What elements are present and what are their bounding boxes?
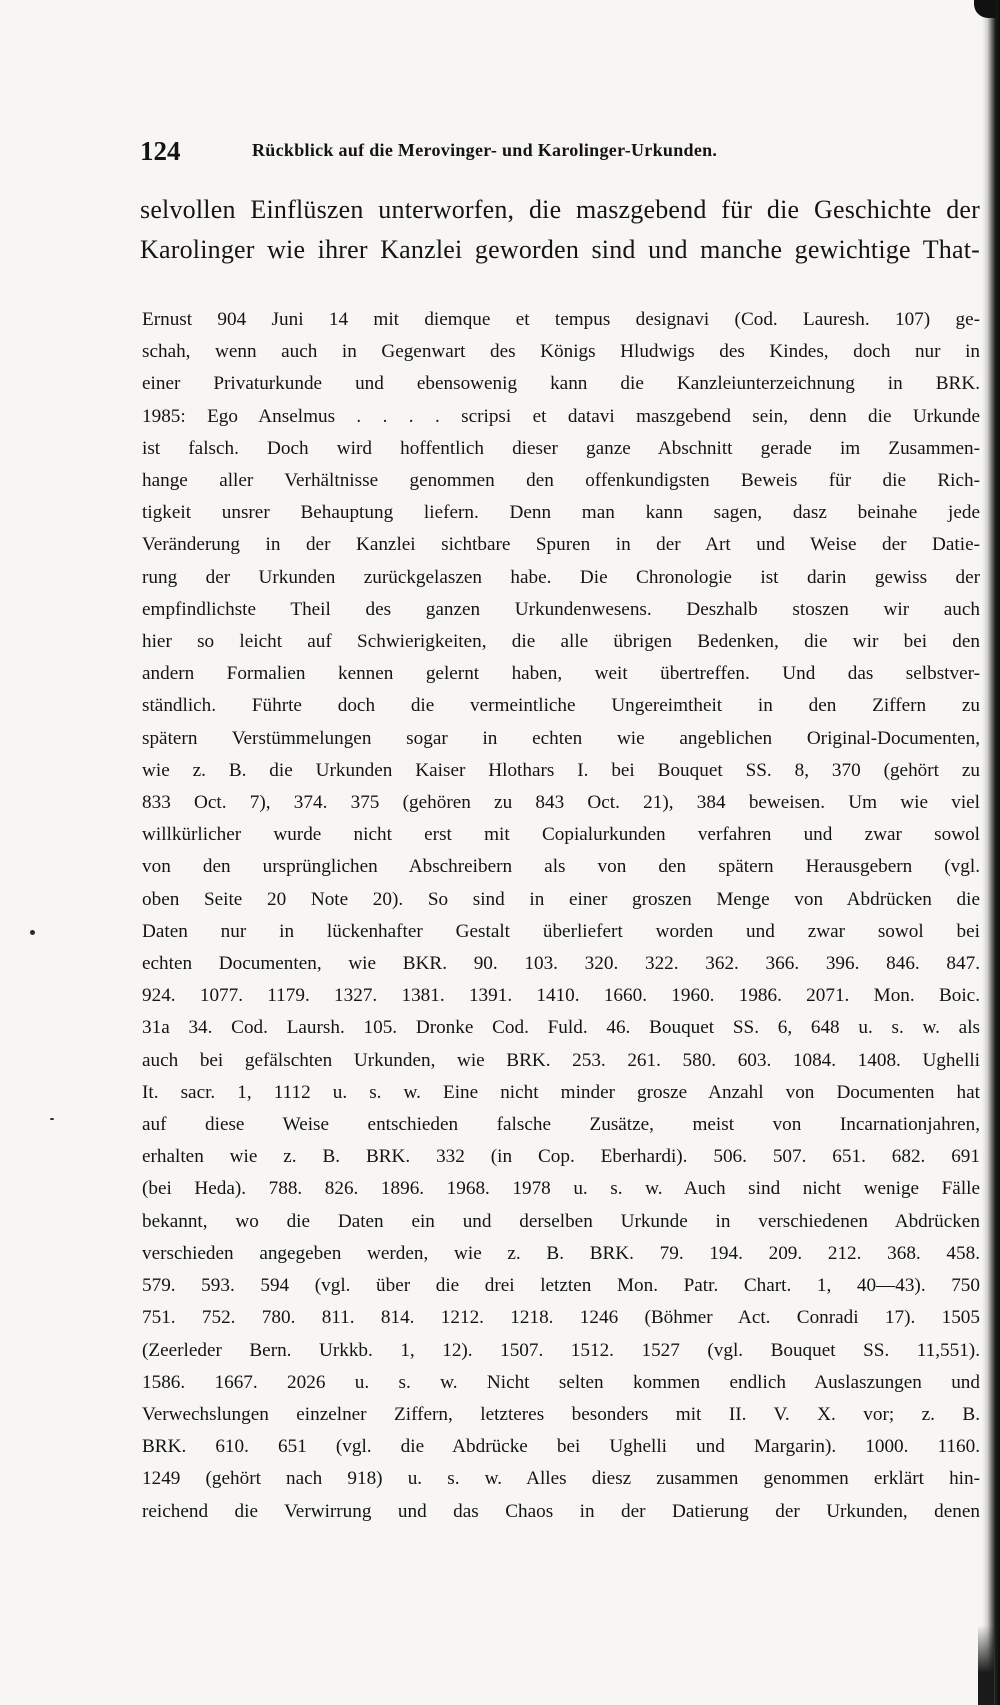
scan-bottom-mark (978, 1625, 994, 1705)
main-text-line: Karolinger wie ihrer Kanzlei geworden sind und manche gewichtige That- (140, 235, 980, 264)
running-title: Rückblick auf die Merovinger- und Karolinger-Urkunden. (252, 140, 718, 160)
footnote-line: einer Privaturkunde und ebensowenig kann die Kanzleiunterzeichnung in BRK. (142, 373, 980, 395)
footnote-line: hange aller Verhältnisse genommen den offenkundigsten Beweis für die Rich- (142, 470, 980, 492)
footnote-line: verschieden angegeben werden, wie z. B. BRK. 79. 194. 209. 212. 368. 458. (142, 1242, 980, 1264)
footnote-line: rung der Urkunden zurückgelaszen habe. Die Chronologie ist darin gewiss der (142, 566, 980, 588)
footnote-line: It. sacr. 1, 1112 u. s. w. Eine nicht minder grosze Anzahl von Documenten hat (142, 1081, 980, 1103)
footnote-line: erhalten wie z. B. BRK. 332 (in Cop. Eberhardi). 506. 507. 651. 682. 691 (142, 1146, 980, 1168)
footnote-line: Daten nur in lückenhafter Gestalt überliefert worden und zwar sowol bei (142, 920, 980, 942)
footnote-line: wie z. B. die Urkunden Kaiser Hlothars I. bei Bouquet SS. 8, 370 (gehört zu (142, 759, 980, 781)
scan-speck (30, 930, 35, 935)
footnote-line: ständlich. Führte doch die vermeintliche Ungereimtheit in den Ziffern zu (142, 695, 980, 717)
main-text-block (140, 190, 980, 270)
footnote-line: auf diese Weise entschieden falsche Zusätze, meist von Incarnationjahren, (142, 1114, 980, 1136)
footnote-line: 579. 593. 594 (vgl. über die drei letzten Mon. Patr. Chart. 1, 40—43). 750 (142, 1275, 980, 1297)
footnote-line: bekannt, wo die Daten ein und derselben Urkunde in verschiedenen Abdrücken (142, 1210, 980, 1232)
footnote-line: 1586. 1667. 2026 u. s. w. Nicht selten kommen endlich Auslaszungen und (142, 1371, 980, 1393)
footnote-line: Verwechslungen einzelner Ziffern, letzteres besonders mit II. V. X. vor; z. B. (142, 1403, 980, 1425)
footnote-line: 833 Oct. 7), 374. 375 (gehören zu 843 Oct. 21), 384 beweisen. Um wie viel (142, 792, 980, 814)
footnote-line: auch bei gefälschten Urkunden, wie BRK. 253. 261. 580. 603. 1084. 1408. Ughelli (142, 1049, 980, 1071)
footnote-block (142, 304, 980, 1528)
footnote-line: reichend die Verwirrung und das Chaos in der Datierung der Urkunden, denen (142, 1500, 980, 1522)
footnote-line: (bei Heda). 788. 826. 1896. 1968. 1978 u. s. w. Auch sind nicht wenige Fälle (142, 1178, 980, 1200)
footnote-line: ist falsch. Doch wird hoffentlich dieser ganze Abschnitt gerade im Zusammen- (142, 437, 980, 459)
footnote-line: oben Seite 20 Note 20). So sind in einer groszen Menge von Abdrücken die (142, 888, 980, 910)
footnote-line: Ernust 904 Juni 14 mit diemque et tempus designavi (Cod. Lauresh. 107) ge- (142, 309, 980, 330)
footnote-line: von den ursprünglichen Abschreibern als von den spätern Herausgebern (vgl. (142, 856, 980, 878)
footnote-line: schah, wenn auch in Gegenwart des Königs Hludwigs des Kindes, doch nur in (142, 341, 980, 363)
footnote-line: hier so leicht auf Schwierigkeiten, die alle übrigen Bedenken, die wir bei den (142, 631, 980, 653)
scan-corner-mark (974, 0, 996, 18)
footnote-line: Veränderung in der Kanzlei sichtbare Spuren in der Art und Weise der Datie- (142, 534, 980, 556)
footnote-line: andern Formalien kennen gelernt haben, weit übertreffen. Und das selbstver- (142, 663, 980, 685)
footnote-line: spätern Verstümmelungen sogar in echten wie angeblichen Original-Documenten, (142, 727, 980, 749)
footnote-line: (Zeerleder Bern. Urkkb. 1, 12). 1507. 1512. 1527 (vgl. Bouquet SS. 11,551). (142, 1339, 980, 1361)
footnote-line: 751. 752. 780. 811. 814. 1212. 1218. 1246 (Böhmer Act. Conradi 17). 1505 (142, 1307, 980, 1329)
footnote-line: 31a 34. Cod. Laursh. 105. Dronke Cod. Fuld. 46. Bouquet SS. 6, 648 u. s. w. als (142, 1017, 980, 1039)
scan-edge-shadow (982, 0, 1000, 1705)
footnote-line: empfindlichste Theil des ganzen Urkundenwesens. Deszhalb stoszen wir auch (142, 598, 980, 620)
page-number: 124 (140, 136, 181, 166)
footnote-line: 1985: Ego Anselmus . . . . scripsi et datavi maszgebend sein, denn die Urkunde (142, 405, 980, 427)
footnote-line: 1249 (gehört nach 918) u. s. w. Alles diesz zusammen genommen erklärt hin- (142, 1468, 980, 1490)
footnote-line: 924. 1077. 1179. 1327. 1381. 1391. 1410. 1660. 1960. 1986. 2071. Mon. Boic. (142, 985, 980, 1007)
main-text-line: selvollen Einflüszen unterworfen, die maszgebend für die Geschichte der (140, 195, 980, 224)
footnote-line: tigkeit unsrer Behauptung liefern. Denn man kann sagen, dasz beinahe jede (142, 502, 980, 524)
scan-speck (50, 1118, 54, 1120)
footnote-line: BRK. 610. 651 (vgl. die Abdrücke bei Ughelli und Margarin). 1000. 1160. (142, 1436, 980, 1458)
footnote-line: echten Documenten, wie BKR. 90. 103. 320. 322. 362. 366. 396. 846. 847. (142, 953, 980, 975)
footnote-line: willkürlicher wurde nicht erst mit Copialurkunden verfahren und zwar sowol (142, 824, 980, 846)
